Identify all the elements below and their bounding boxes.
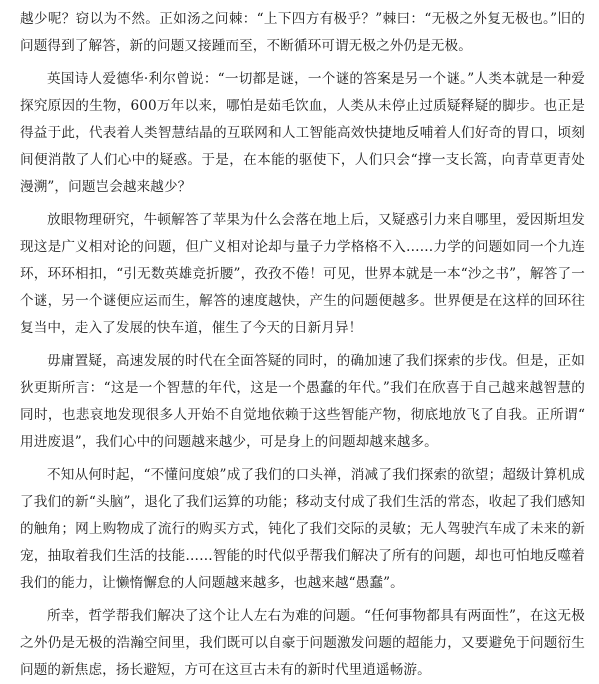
paragraph-5: 不知从何时起，“不懂问度娘”成了我们的口头禅，消减了我们探索的欲望；超级计算机成了我们的新“头脑”，退化了我们运算的功能；移动支付成了我们生活的常态，收起了我们感知的触角；网上购物成了流行的购买方式，钝化了我们交际的灵敏；无人驾驶汽车成了未来的新宠，抽取着我们生活的技能……智能的时代似乎帮我们解决了所有的问题，却也可怕地反噬着我们的能力，让懒惰懈怠的人问题越来越多，也越来越“愚蠢”。 bbox=[20, 467, 585, 591]
paragraph-3: 放眼物理研究，牛顿解答了苹果为什么会落在地上后，又疑惑引力来自哪里，爱因斯坦发现这是广义相对论的问题，但广义相对论却与量子力学格格不入……力学的问题如同一个九连环，环环相扣，“引无数英雄竞折腰”，孜孜不倦！可见，世界本就是一本“沙之书”，解答了一个谜，另一个谜便应运而生，解答的速度越快，产生的问题便越多。世界便是在这样的回环往复当中，走入了发展的快车道，催生了今天的日新月异！ bbox=[20, 212, 585, 336]
paragraph-1: 越少呢？窃以为不然。正如汤之问棘：“上下四方有极乎？”棘曰：“无极之外复无极也。”旧的问题得到了解答，新的问题又接踵而至，不断循环可谓无极之外仍是无极。 bbox=[20, 11, 585, 54]
paragraph-6: 所幸，哲学帮我们解决了这个让人左右为难的问题。“任何事物都具有两面性”，在这无极之外仍是无极的浩瀚空间里，我们既可以自豪于问题激发问题的超能力，又要避免于问题衍生问题的新焦虑，扬长避短，方可在这亘古未有的新时代里逍遥畅游。 bbox=[20, 608, 585, 678]
paragraph-2: 英国诗人爱德华·利尔曾说：“一切都是谜，一个谜的答案是另一个谜。”人类本就是一种爱探究原因的生物，600万年以来，哪怕是茹毛饮血，人类从未停止过质疑释疑的脚步。也正是得益于此，代表着人类智慧结晶的互联网和人工智能高效快捷地反哺着人们好奇的胃口，顷刻间便消散了人们心中的疑惑。于是，在本能的驱使下，人们只会“撑一支长篙，向青草更青处漫溯”，问题岂会越来越少？ bbox=[20, 71, 585, 195]
paragraph-4: 毋庸置疑，高速发展的时代在全面答疑的同时，的确加速了我们探索的步伐。但是，正如狄更斯所言：“这是一个智慧的年代，这是一个愚蠢的年代。”我们在欣喜于自己越来越智慧的同时，也悲哀地发现很多人开始不自觉地依赖于这些智能产物，彻底地放飞了自我。正所谓“用进废退”，我们心中的问题越来越少，可是身上的问题却越来越多。 bbox=[20, 353, 585, 450]
